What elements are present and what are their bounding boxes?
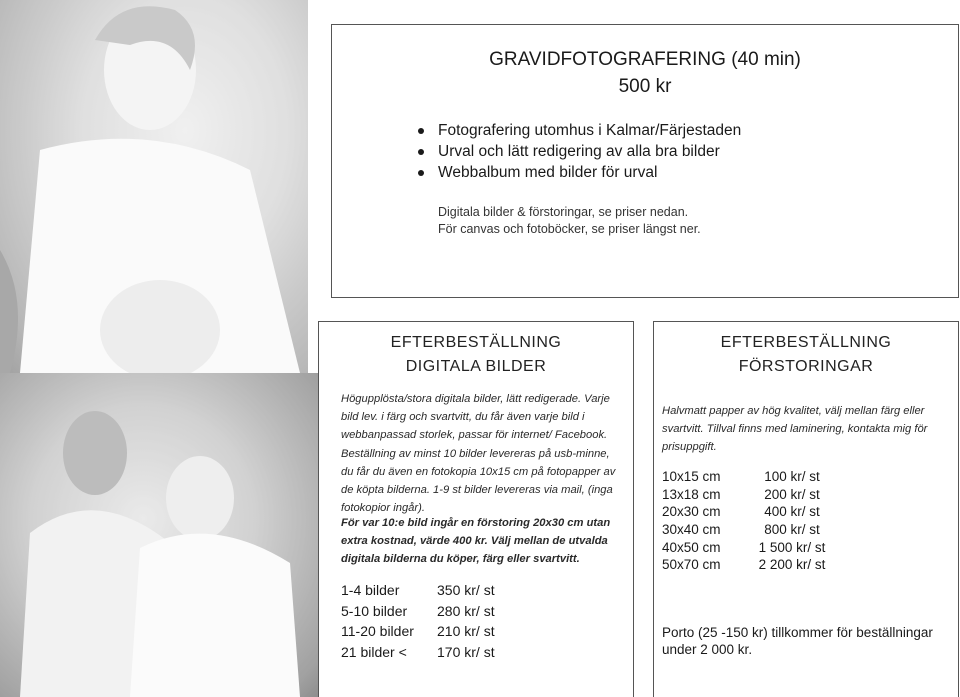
shipping-note: Porto (25 -150 kr) tillkommer för beställningar under 2 000 kr. xyxy=(662,625,933,657)
digital-offer-text: För var 10:e bild ingår en förstoring 20x30 cm utan extra kostnad, värde 400 kr. Välj mellan de utvalda digitala bilderna du köper, färg eller svartvitt. xyxy=(341,517,611,566)
table-row: 21 bilder < 170 kr/ st xyxy=(341,643,495,660)
bullet-icon xyxy=(418,149,424,155)
maternity-photo-couple xyxy=(0,373,318,697)
package-price: 500 kr xyxy=(618,76,672,97)
list-item: Fotografering utomhus i Kalmar/Färjestaden xyxy=(418,120,741,141)
digital-heading-2: DIGITALA BILDER xyxy=(405,358,547,375)
table-row: 13x18 cm 200 kr/ st xyxy=(662,486,820,502)
table-row: 10x15 cm 100 kr/ st xyxy=(662,469,820,485)
prints-heading-2: FÖRSTORINGAR xyxy=(738,358,874,375)
digital-heading-1: EFTERBESTÄLLNING xyxy=(390,334,562,351)
prints-box xyxy=(653,321,959,697)
table-row: 1-4 bilder 350 kr/ st xyxy=(341,582,495,599)
table-row: 40x50 cm 1 500 kr/ st xyxy=(662,539,826,555)
table-row: 20x30 cm 400 kr/ st xyxy=(662,504,820,520)
prints-price-table xyxy=(662,468,832,574)
note-canvas-books: För canvas och fotoböcker, se priser längst ner. xyxy=(438,222,701,236)
table-row: 50x70 cm 2 200 kr/ st xyxy=(662,557,826,573)
prints-heading-1: EFTERBESTÄLLNING xyxy=(720,334,892,351)
bullet-icon xyxy=(418,170,424,176)
maternity-package-box xyxy=(331,24,959,298)
table-row: 30x40 cm 800 kr/ st xyxy=(662,522,820,538)
photo-woman-silhouette xyxy=(0,0,308,373)
list-item: Webbalbum med bilder för urval xyxy=(418,162,741,183)
photo-couple-silhouette xyxy=(0,373,318,697)
maternity-photo-woman xyxy=(0,0,308,373)
table-row: 11-20 bilder 210 kr/ st xyxy=(341,623,495,640)
digital-description: Högupplösta/stora digitala bilder, lätt redigerade. Varje bild lev. i färg och svartvitt, du får även varje bild i webbanpassad storlek, passar för internet/ Facebook. Beställning av minst 10 bilder levereras på usb-minne, du får du även en fotokopia 10x15 cm på fotopapper av de köpta bilderna. 1-9 st bilder levereras via mail, (inga fotokopior ingår). xyxy=(341,393,616,515)
digital-images-box xyxy=(318,321,634,697)
note-prices-below: Digitala bilder & förstoringar, se priser nedan. xyxy=(438,205,689,219)
prints-description: Halvmatt papper av hög kvalitet, välj mellan färg eller svartvitt. Tillval finns med laminering, kontakta mig för prisuppgift. xyxy=(662,405,928,454)
digital-price-table xyxy=(341,580,495,662)
package-title: GRAVIDFOTOGRAFERING (40 min) xyxy=(489,49,801,70)
bullet-icon xyxy=(418,128,424,134)
table-row: 5-10 bilder 280 kr/ st xyxy=(341,602,495,619)
package-features-list xyxy=(418,120,741,183)
list-item: Urval och lätt redigering av alla bra bilder xyxy=(418,141,741,162)
